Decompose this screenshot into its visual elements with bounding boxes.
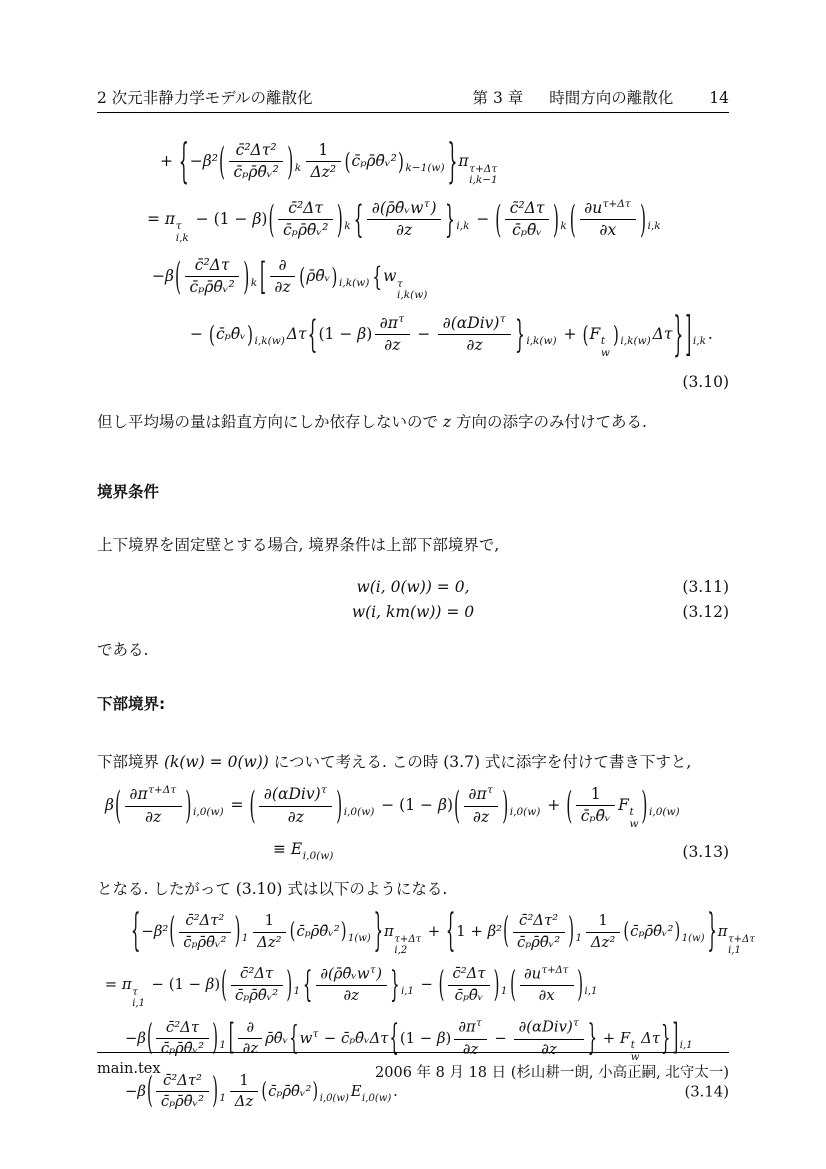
paragraph-tonaru: となる. したがって (3.10) 式は以下のようになる.: [97, 880, 448, 898]
equation-number: (3.12): [682, 603, 729, 622]
footer-filename: main.tex: [97, 1061, 161, 1077]
equation-3-11: [97, 577, 729, 597]
note-text-pre: 但し平均場の量は鉛直方向にしか依存しないので: [97, 413, 443, 431]
equation-3-10: [97, 134, 729, 393]
equation-body: ≡ $E_{i,0(w)}$: [272, 840, 334, 863]
chapter-label: 第 3 章: [472, 89, 524, 107]
heading-lower-boundary: 下部境界:: [97, 694, 166, 713]
page-header: [97, 0, 729, 113]
equation-body: w(i, km(w)) = 0: [351, 603, 475, 622]
paragraph-lower-boundary: [97, 748, 729, 777]
lower-text-post: について考える. この時 (3.7) 式に添字を付けて書き下すと,: [268, 752, 692, 771]
equation-number: (3.13): [682, 842, 729, 861]
lower-text-pre: 下部境界: [97, 752, 164, 771]
equation-number: (3.14): [684, 1083, 729, 1101]
paragraph-mean-field-note: [97, 409, 729, 436]
math-lower-condition: (k(w) = 0(w)): [163, 752, 269, 771]
footer-date: 2006 年 8 月 18 日 (杉山耕一朗, 小高正嗣, 北守太一): [375, 1065, 729, 1081]
equation-number: (3.11): [682, 578, 729, 597]
equation-body: −β( $\frac{\text{c̄²Δτ²}}{\text{c̄ₚρ̄θ̄ᵥ²}}$ ) $_1$ $\frac{1}{\Delta z}$ (c̄ₚρ̄θ̄ᵥ²) $_{i,0(w)}$ $E_{i,0(w)}$ .: [125, 1071, 398, 1112]
equation-body: = π τ i,1 − (1 − β)( $\frac{\text{c̄²Δτ}}{\text{c̄ₚρ̄θ̄ᵥ²}}$ ) $_1$ { $\frac{\partial(\rhō\thetāᵥw^\tau)}{\partial z}$ } $_{i,1}$ − ( $\frac{\text{c̄²Δτ}}{\text{c̄ₚθ̄ᵥ}}$ ) $_1$ ( $\frac{\partial u^{\tau+\Delta\tau}}{\partial x}$ ) $_{i,1}$: [104, 964, 598, 1010]
paragraph-boundary-intro: 上下境界を固定壁とする場合, 境界条件は上部下部境界で,: [97, 536, 500, 555]
equation-body: − (c̄ₚθ̄ᵥ) $_{i,k(w)}$ Δτ{(1 − β) $\frac{\partial\pi^\tau}{\partial z}$ − $\frac{\partial(\alpha Div)^\tau}{\partial z}$ } $_{i,k(w)}$ + (F t w ) $_{i,k(w)}$ Δτ} ] $_{i,k}$ .: [189, 307, 713, 362]
header-right: [473, 86, 729, 108]
page-footer: [97, 1052, 729, 1082]
equation-body: + {−β²( $\frac{\text{c̄²Δτ²}}{\text{c̄ₚρ̄θ̄ᵥ²}}$ ) $_k$ $\frac{1}{\text{Δz²}}$ (c̄ₚρ̄θ̄ᵥ²) $_{k-1(w)}$ }π τ+Δτ i,k−1: [159, 134, 498, 189]
equation-body: {−β²( $\frac{\text{c̄²Δτ²}}{\text{c̄ₚρ̄θ̄ᵥ²}}$ ) $_1$ $\frac{1}{\text{Δz²}}$ (c̄ₚρ̄θ̄ᵥ²) $_{1(w)}$ }π τ+Δτ i,2 + {1 + β²( $\frac{\text{c̄²Δτ²}}{\text{c̄ₚρ̄θ̄ᵥ²}}$ ) $_1$ $\frac{1}{\text{Δz²}}$ (c̄ₚρ̄θ̄ᵥ²) $_{1(w)}$ }π τ+Δτ i,1: [131, 906, 755, 958]
equation-body: β( $\frac{\partial\pi^{\tau+\Delta\tau}}{\partial z}$ ) $_{i,0(w)}$ = ( $\frac{\partial(\alpha Div)^\tau}{\partial z}$ ) $_{i,0(w)}$ − (1 − β)( $\frac{\partial\pi^\tau}{\partial z}$ ) $_{i,0(w)}$ + ( $\frac{1}{\text{c̄ₚθ̄ᵥ}}$ F t w ) $_{i,0(w)}$: [105, 783, 680, 831]
heading-boundary-conditions: 境界条件: [97, 483, 160, 502]
page-number: 14: [709, 89, 729, 107]
paragraph-dearu: である.: [97, 640, 149, 659]
chapter-title: 時間方向の離散化: [549, 89, 674, 107]
equation-3-12: [97, 602, 729, 622]
equation-body: = π τ i,k − (1 − β)( $\frac{\text{c̄²Δτ}}{\text{c̄ₚρ̄θ̄ᵥ²}}$ ) $_k$ { $\frac{\partial(\rhō\thetāᵥw^\tau)}{\partial z}$ } $_{i,k}$ − ( $\frac{\text{c̄²Δτ}}{\text{c̄ₚθ̄ᵥ}}$ ) $_k$ ( $\frac{\partial u^{\tau+\Delta\tau}}{\partial x}$ ) $_{i,k}$: [146, 197, 661, 245]
equation-number: (3.10): [682, 372, 729, 391]
note-text-post: 方向の添字のみ付けてある.: [451, 413, 647, 431]
equation-body: −β( $\frac{\text{c̄²Δτ}}{\text{c̄ₚρ̄θ̄ᵥ²}}$ ) $_1$ [ $\frac{\partial}{\partial z}$ $\rhō\thetāᵥ\{w^\tau$ − c̄ₚθ̄ᵥΔτ{(1 − β) $\frac{\partial\pi^\tau}{\partial z}$ − $\frac{\partial(\alpha Div)^\tau}{\partial z}$ } + F t w Δτ} ] $_{i,1}$: [125, 1018, 693, 1063]
math-var-z: z: [442, 413, 452, 431]
equation-body: −β( $\frac{\text{c̄²Δτ}}{\text{c̄ₚρ̄θ̄ᵥ²}}$ ) $_k$ [ $\frac{\partial}{\partial z}$ (ρ̄θ̄ᵥ) $_{i,k(w)}$ {w τ i,k(w): [152, 255, 428, 302]
equation-body: w(i, 0(w)) = 0,: [356, 578, 470, 597]
equation-3-13: [97, 784, 729, 864]
section-title: 2 次元非静力学モデルの離散化: [97, 89, 313, 107]
